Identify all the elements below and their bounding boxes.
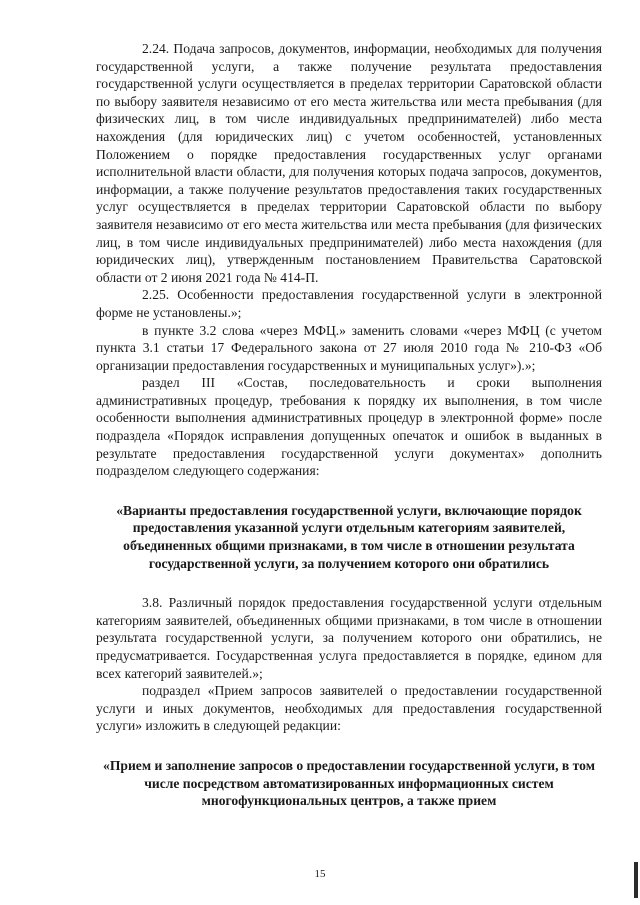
paragraph-2-25: 2.25. Особенности предоставления государственной услуги в электронной форме не установлены.»; bbox=[96, 287, 602, 320]
paragraph-amend-3-2: в пункте 3.2 слова «через МФЦ.» заменить словами «через МФЦ (с учетом пункта 3.1 статьи 17 Федерального закона от 27 июля 2010 года № 210-ФЗ «Об организации предоставления государственных и муниципальных услуг»).»; bbox=[96, 322, 602, 373]
scan-edge-mark bbox=[634, 862, 638, 898]
paragraph-2-24: 2.24. Подача запросов, документов, информации, необходимых для получения государственной услуги, а также получение результата предоставления государственной услуги осуществляется в пределах территории Саратовской области по выбору заявителя независимо от его места жительства или места пребывания (для физических лиц, в том числе индивидуальных предпринимателей) либо места нахождения (для юридических лиц) с учетом особенностей, установленных Положением о порядке предоставления государственных услуг органами исполнительной власти области, для получения которых подача запросов, документов, информации, а также получение результатов предоставления таких государственных услуг осуществляется в пределах территории Саратовской области по выбору заявителя независимо от его места жительства или места пребывания (для физических лиц, в том числе индивидуальных предпринимателей) либо места нахождения (для юридических лиц), утвержденным постановлением Правительства Саратовской области от 2 июня 2021 года № 414-П. bbox=[96, 41, 602, 285]
heading-request-intake: «Прием и заполнение запросов о предоставлении государственной услуги, в том числе посредством автоматизированных информационных систем многофункциональных центров, а также прием bbox=[103, 757, 595, 809]
document-page bbox=[96, 40, 602, 810]
paragraph-3-8: 3.8. Различный порядок предоставления государственной услуги отдельным категориям заявителей, объединенных общими признаками, в том числе в отношении результата государственной услуги, за получением которого они обратились, не предусматривается. Государственная услуга предоставляется в порядке, едином для всех категорий заявителей.»; bbox=[96, 595, 602, 681]
page-number: 15 bbox=[314, 868, 326, 880]
heading-service-variants: «Варианты предоставления государственной услуги, включающие порядок предоставления указанной услуги отдельным категориям заявителей, объединенных общими признаками, в том числе в отношении результата государственной услуги, за получением которого они обратились bbox=[116, 502, 582, 571]
paragraph-amend-section-3: раздел III «Состав, последовательность и сроки выполнения административных процедур, требования к порядку их выполнения, в том числе особенности выполнения административных процедур в электронной форме» после подраздела «Порядок исправления допущенных опечаток и ошибок в выданных в результате предоставления государственной услуги документах» дополнить подразделом следующего содержания: bbox=[96, 375, 602, 479]
paragraph-amend-subsection: подраздел «Прием запросов заявителей о предоставлении государственной услуги и иных документов, необходимых для предоставления государственной услуги» изложить в следующей редакции: bbox=[96, 683, 602, 734]
